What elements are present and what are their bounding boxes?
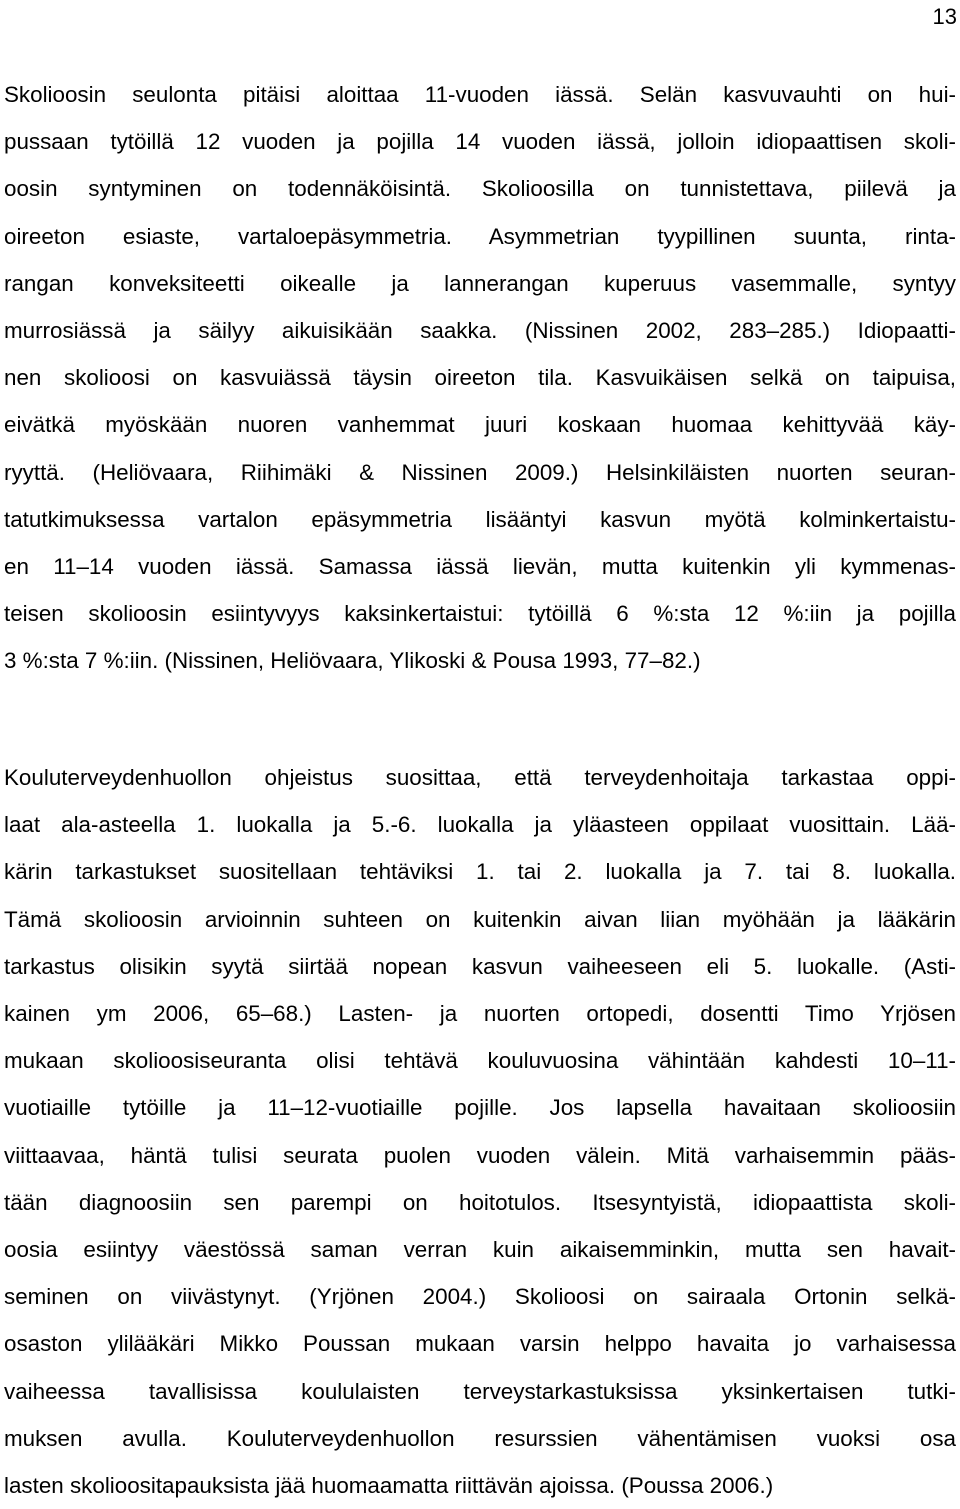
text-line: kärin tarkastukset suositellaan tehtäviksi 1. tai 2. luokalla ja 7. tai 8. luokalla.: [4, 859, 956, 885]
text-line: murrosiässä ja säilyy aikuisikään saakka. (Nissinen 2002, 283–285.) Idiopaatti-: [4, 318, 956, 344]
text-line: oosia esiintyy väestössä saman verran kuin aikaisemminkin, mutta sen havait-: [4, 1237, 956, 1263]
body-paragraph: [4, 754, 956, 1509]
text-line: viittaavaa, häntä tulisi seurata puolen vuoden välein. Mitä varhaisemmin pääs-: [4, 1142, 956, 1168]
text-line: seminen on viivästynyt. (Yrjönen 2004.) Skolioosi on sairaala Ortonin selkä-: [4, 1284, 956, 1310]
text-line: eivätkä myöskään nuoren vanhemmat juuri koskaan huomaa kehittyvää käy-: [4, 412, 956, 438]
text-line: Tämä skolioosin arvioinnin suhteen on kuitenkin aivan liian myöhään ja lääkärin: [4, 906, 956, 932]
text-line: vuotiaille tytöille ja 11–12-vuotiaille pojille. Jos lapsella havaitaan skolioosiin: [4, 1095, 956, 1121]
text-line: en 11–14 vuoden iässä. Samassa iässä lievän, mutta kuitenkin yli kymmenas-: [4, 554, 956, 580]
text-line: oosin syntyminen on todennäköisintä. Skolioosilla on tunnistettava, piilevä ja: [4, 176, 956, 202]
text-line: tatutkimuksessa vartalon epäsymmetria lisääntyi kasvun myötä kolminkertaistu-: [4, 506, 956, 532]
body-paragraph: [4, 71, 956, 685]
text-line: kainen ym 2006, 65–68.) Lasten- ja nuorten ortopedi, dosentti Timo Yrjösen: [4, 1001, 956, 1027]
text-line: vaiheessa tavallisissa koululaisten terveystarkastuksissa yksinkertaisen tutki-: [4, 1378, 956, 1404]
text-line: Skolioosin seulonta pitäisi aloittaa 11-vuoden iässä. Selän kasvuvauhti on hui-: [4, 82, 956, 107]
text-line: tään diagnoosiin sen parempi on hoitotulos. Itsesyntyistä, idiopaattista skoli-: [4, 1189, 956, 1215]
text-line: oireeton esiaste, vartaloepäsymmetria. Asymmetrian tyypillinen suunta, rinta-: [4, 223, 956, 249]
text-line: rangan konveksiteetti oikealle ja lannerangan kuperuus vasemmalle, syntyy: [4, 270, 956, 296]
text-line: mukaan skolioosiseuranta olisi tehtävä kouluvuosina vähintään kahdesti 10–11-: [4, 1048, 956, 1074]
text-line: muksen avulla. Kouluterveydenhuollon resurssien vähentämisen vuoksi osa: [4, 1425, 956, 1451]
text-line: ryyttä. (Heliövaara, Riihimäki & Nissinen 2009.) Helsinkiläisten nuorten seuran-: [4, 459, 956, 485]
text-line: nen skolioosi on kasvuiässä täysin oireeton tila. Kasvuikäisen selkä on taipuisa,: [4, 365, 956, 391]
text-line: Kouluterveydenhuollon ohjeistus suosittaa, että terveydenhoitaja tarkastaa oppi-: [4, 765, 956, 790]
text-line: teisen skolioosin esiintyvyys kaksinkertaistui: tytöillä 6 %:sta 12 %:iin ja pojilla: [4, 601, 956, 627]
text-line: 3 %:sta 7 %:iin. (Nissinen, Heliövaara, Ylikoski & Pousa 1993, 77–82.): [4, 648, 701, 674]
text-line: lasten skolioositapauksista jää huomaamatta riittävän ajoissa. (Poussa 2006.): [4, 1473, 774, 1499]
text-line: osaston ylilääkäri Mikko Poussan mukaan varsin helppo havaita jo varhaisessa: [4, 1331, 956, 1357]
text-line: tarkastus olisikin syytä siirtää nopean kasvun vaiheeseen eli 5. luokalle. (Asti-: [4, 953, 956, 979]
page-number: 13: [932, 4, 957, 29]
text-line: pussaan tytöillä 12 vuoden ja pojilla 14 vuoden iässä, jolloin idiopaattisen skoli-: [4, 129, 956, 155]
text-line: laat ala-asteella 1. luokalla ja 5.-6. luokalla ja yläasteen oppilaat vuosittain. Lää-: [4, 812, 956, 838]
